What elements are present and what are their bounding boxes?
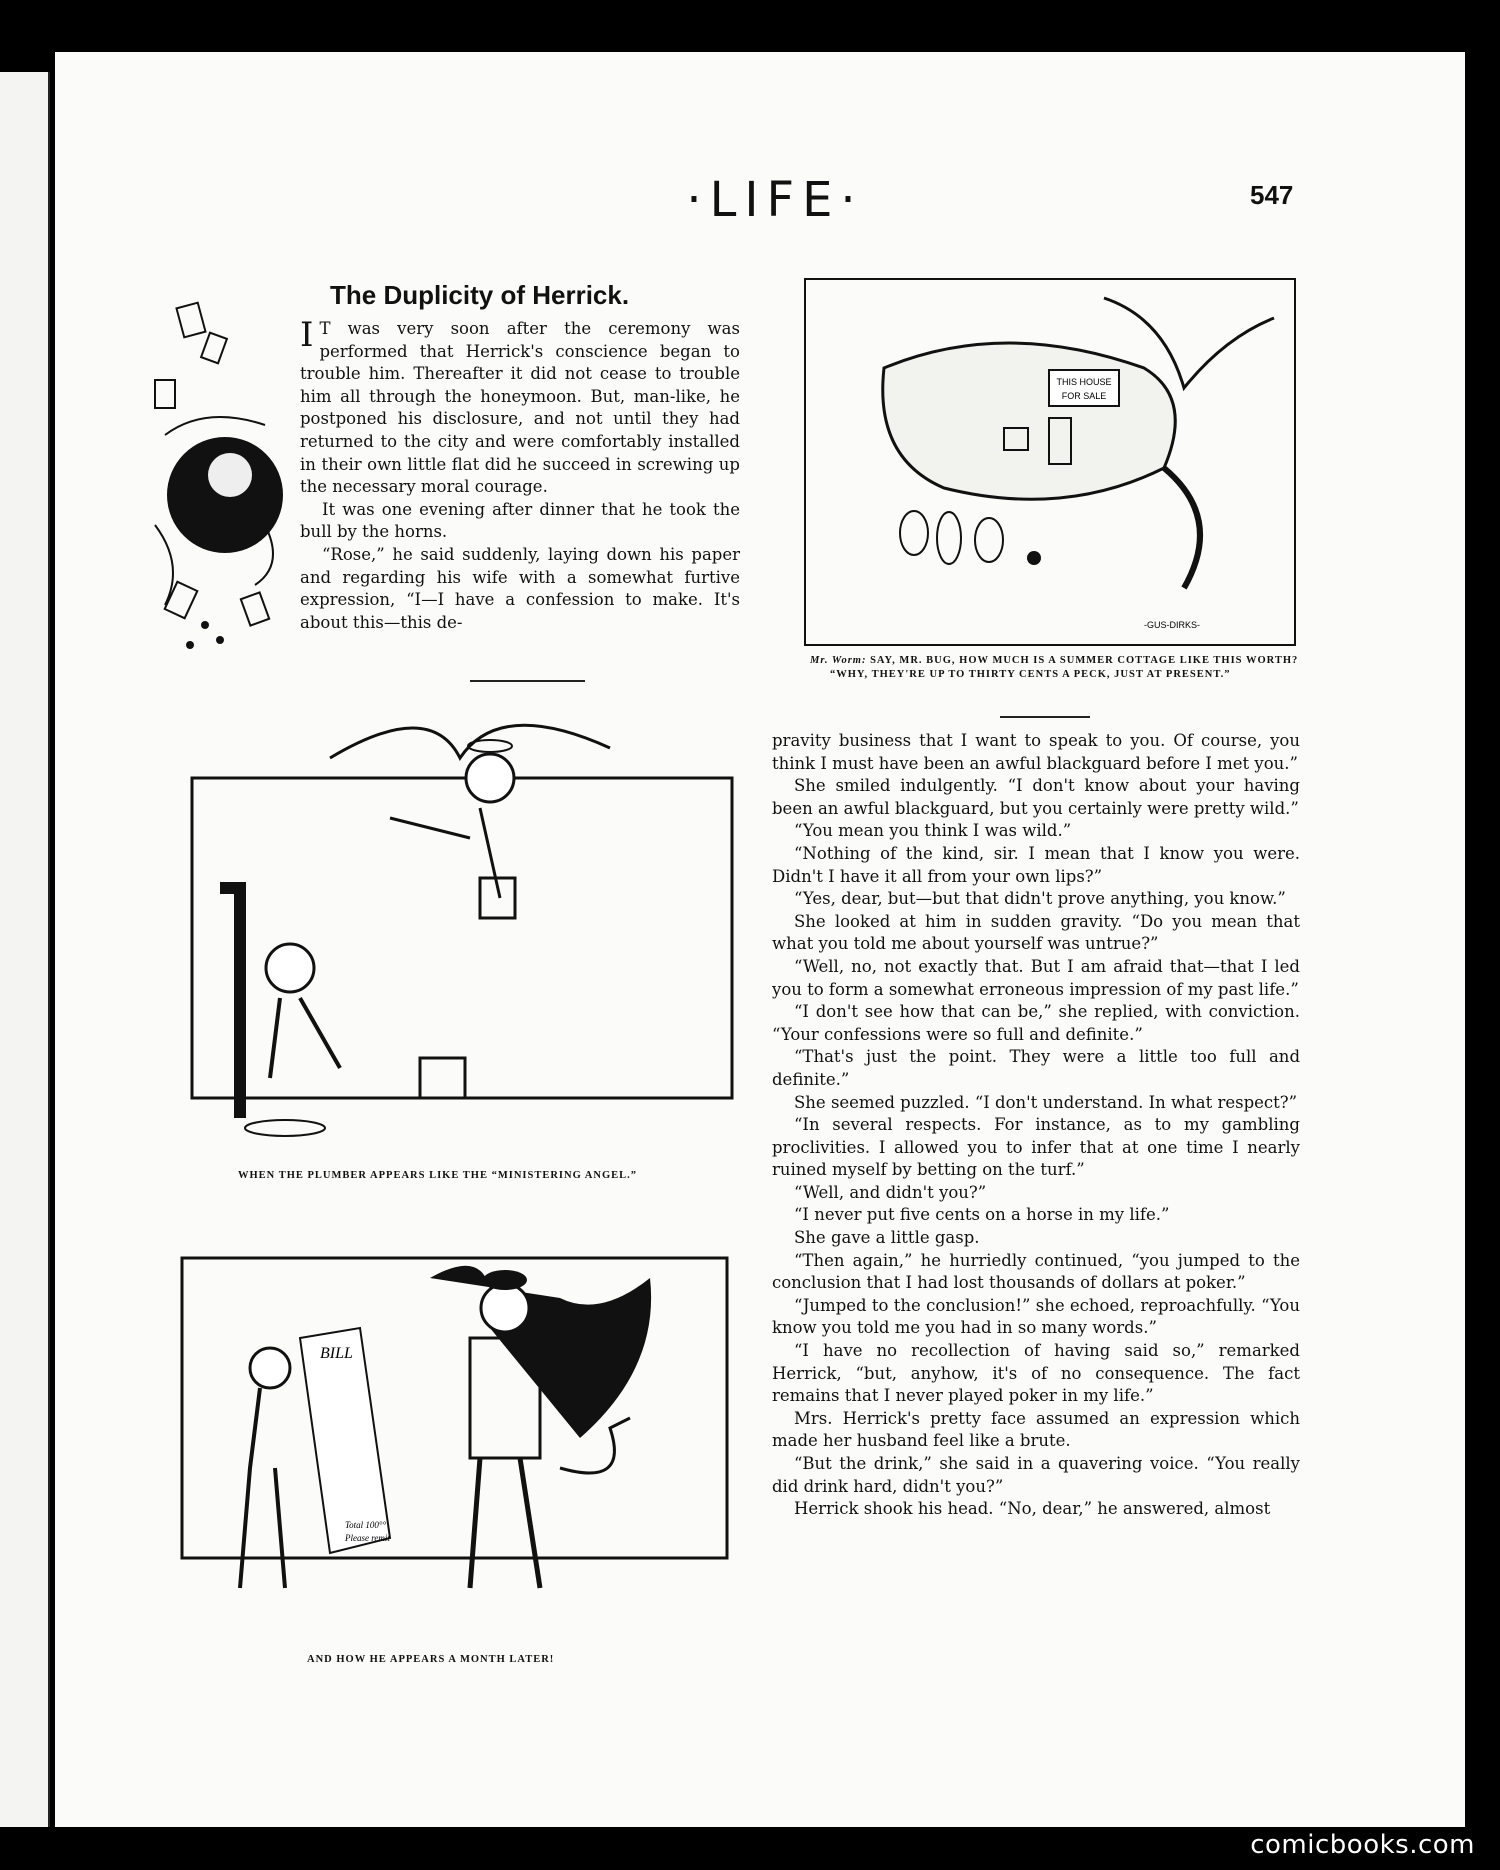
paragraph: She looked at him in sudden gravity. “Do you mean that what you told me about yourself was untrue?” xyxy=(772,911,1300,954)
paragraph: She seemed puzzled. “I don't understand. In what respect?” xyxy=(794,1092,1298,1112)
article-title: The Duplicity of Herrick. xyxy=(330,280,630,310)
paragraph: “Jumped to the conclusion!” she echoed, reproachfully. “You know you told me you had in so many words.” xyxy=(772,1295,1300,1338)
paragraph: “I have no recollection of having said so,” remarked Herrick, “but, anyhow, it's of no consequence. The fact remains that I never played poker in my life.” xyxy=(772,1341,1300,1406)
paragraph: “I never put five cents on a horse in my life.” xyxy=(794,1205,1170,1225)
bill-note: Please remit xyxy=(345,1533,390,1543)
paragraph: “Well, no, not exactly that. But I am afraid that—that I led you to form a somewhat erroneous impression of my past life.” xyxy=(772,956,1300,999)
paragraph: “In several respects. For instance, as to my gambling proclivities. I allowed you to infer that at one time I nearly ruined myself by betting on the turf.” xyxy=(772,1115,1300,1180)
paragraph: “Rose,” he said suddenly, laying down his paper and regarding his wife with a somewhat furtive expression, “I—I have a confession to make. It's about this—this de- xyxy=(300,544,740,632)
angel-plumber-cartoon xyxy=(180,698,740,1158)
page-number: 547 xyxy=(1250,180,1294,210)
masthead: ·LIFE· xyxy=(686,172,864,228)
paragraph: “That's just the point. They were a little too full and definite.” xyxy=(772,1047,1300,1089)
devil-caption: AND HOW HE APPEARS A MONTH LATER! xyxy=(307,1654,555,1665)
sign-line-1: THIS HOUSE xyxy=(1056,377,1112,387)
sign-line-2: FOR SALE xyxy=(1061,391,1107,401)
devil-cards-illustration xyxy=(145,285,295,685)
paragraph: pravity business that I want to speak to you. Of course, you think I must have been an awful blackguard before I met you.” xyxy=(772,731,1300,773)
section-divider xyxy=(1000,716,1090,718)
paragraph: She smiled indulgently. “I don't know about your having been an awful blackguard, but you certainly were pretty wild.” xyxy=(772,776,1300,818)
paragraph: “But the drink,” she said in a quavering voice. “You really did drink hard, didn't you?” xyxy=(772,1454,1300,1496)
caption-line-2: “WHY, THEY'RE UP TO THIRTY CENTS A PECK, JUST AT PRESENT.” xyxy=(830,669,1231,680)
cottage-caption xyxy=(810,654,1300,682)
artist-signature: -GUS-DIRKS- xyxy=(1144,620,1200,630)
cottage-cartoon xyxy=(804,278,1296,646)
bill-title: BILL xyxy=(320,1345,353,1362)
paragraph: “Yes, dear, but—but that didn't prove anything, you know.” xyxy=(794,889,1286,909)
paragraph: She gave a little gasp. xyxy=(794,1228,980,1248)
bill-total: Total 100°° xyxy=(345,1520,387,1530)
article-column-right xyxy=(772,730,1300,1521)
devil-bill-cartoon xyxy=(180,1208,740,1668)
article-column-left xyxy=(300,315,740,634)
paragraph: “Then again,” he hurriedly continued, “you jumped to the conclusion that I had lost thousands of dollars at poker.” xyxy=(772,1250,1300,1293)
paragraph: Mrs. Herrick's pretty face assumed an expression which made her husband feel like a brute. xyxy=(772,1408,1300,1451)
section-divider xyxy=(470,680,585,682)
paragraph: “You mean you think I was wild.” xyxy=(794,821,1072,841)
paragraph: “Nothing of the kind, sir. I mean that I know you were. Didn't I have it all from your own lips?” xyxy=(772,843,1300,886)
paragraph: “I don't see how that can be,” she replied, with conviction. “Your confessions were so full and definite.” xyxy=(772,1002,1300,1044)
paragraph: I T was very soon after the ceremony was performed that Herrick's conscience began to trouble him. Thereafter it did not cease to trouble him all through the honeymoon. But, man-like, he postponed his disclosure, and not until they had returned to the city and were comfortably installed in their own little flat did he succeed in screwing up the necessary moral courage. xyxy=(300,315,740,497)
paragraph: “Well, and didn't you?” xyxy=(794,1182,987,1202)
paragraph: It was one evening after dinner that he took the bull by the horns. xyxy=(300,499,740,542)
angel-caption: WHEN THE PLUMBER APPEARS LIKE THE “MINISTERING ANGEL.” xyxy=(238,1170,638,1181)
caption-speaker: Mr. Worm: xyxy=(810,655,867,666)
facing-page-edge xyxy=(0,72,50,1827)
paragraph: Herrick shook his head. “No, dear,” he answered, almost xyxy=(794,1499,1271,1519)
drop-cap: I xyxy=(300,315,314,355)
site-watermark: comicbooks.com xyxy=(1250,1830,1475,1860)
caption-line-1: SAY, MR. BUG, HOW MUCH IS A SUMMER COTTAGE LIKE THIS WORTH? xyxy=(870,655,1299,666)
